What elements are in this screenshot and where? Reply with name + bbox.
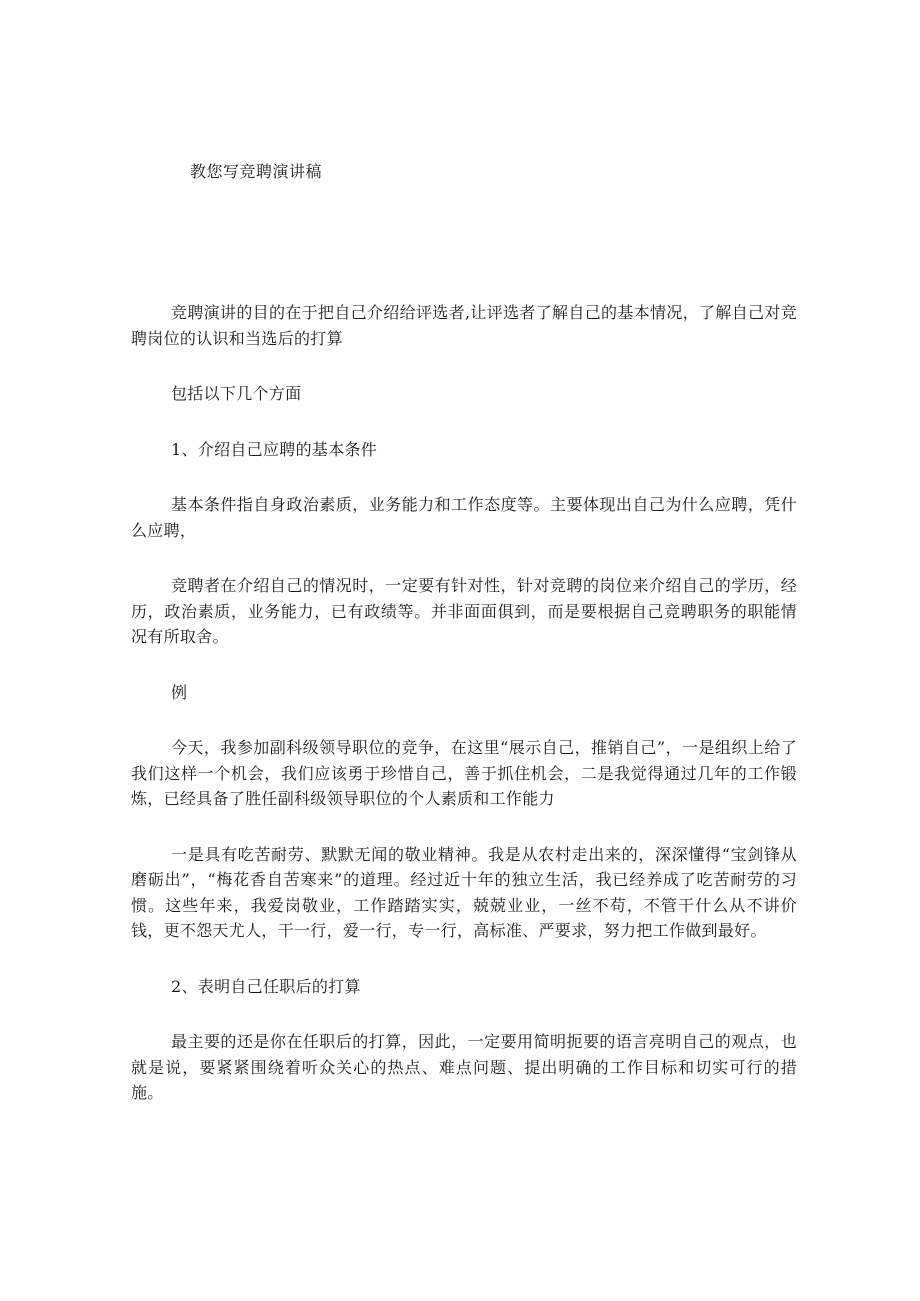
paragraph-example-opening: 今天，我参加副科级领导职位的竞争，在这里“展示自己，推销自己”，一是组织上给了我们这样一个机会，我们应该勇于珍惜自己，善于抓住机会，二是我觉得通过几年的工作锻炼，已经具备了胜任副科级领导职位的个人素质和工作能力 bbox=[131, 738, 797, 808]
paragraph-targeted-intro: 竞聘者在介绍自己的情况时，一定要有针对性，针对竞聘的岗位来介绍自己的学历，经历，政治素质，业务能力，已有政绩等。并非面面俱到，而是要根据自己竞聘职务的职能情况有所取舍。 bbox=[131, 576, 797, 646]
paragraph-basic-conditions: 基本条件指自身政治素质，业务能力和工作态度等。主要体现出自己为什么应聘，凭什么应聘， bbox=[131, 495, 797, 540]
paragraph-plans: 最主要的还是你在任职后的打算，因此，一定要用简明扼要的语言亮明自己的观点，也就是说，要紧紧围绕着听众关心的热点、难点问题、提出明确的工作目标和切实可行的措施。 bbox=[131, 1032, 797, 1102]
paragraph-intro: 竞聘演讲的目的在于把自己介绍给评选者,让评选者了解自己的基本情况，了解自己对竞聘岗位的认识和当选后的打算 bbox=[131, 303, 797, 348]
document-title: 教您写竞聘演讲稿 bbox=[190, 162, 323, 181]
paragraph-example-dedication: 一是具有吃苦耐劳、默默无闻的敬业精神。我是从农村走出来的，深深懂得“宝剑锋从磨砺出”，“梅花香自苦寒来”的道理。经过近十年的独立生活，我已经养成了吃苦耐劳的习惯。这些年来，我爱岗敬业，工作踏踏实实，兢兢业业，一丝不苟，不管干什么从不讲价钱，更不怨天尤人，干一行，爱一行，专一行，高标准、严要求，努力把工作做到最好。 bbox=[131, 844, 797, 940]
section-heading-1: 1、介绍自己应聘的基本条件 bbox=[171, 439, 378, 459]
paragraph-example-label: 例 bbox=[171, 682, 188, 702]
section-heading-2: 2、表明自己任职后的打算 bbox=[171, 976, 361, 996]
paragraph-aspects-heading: 包括以下几个方面 bbox=[171, 384, 302, 403]
document-body bbox=[131, 300, 797, 1136]
